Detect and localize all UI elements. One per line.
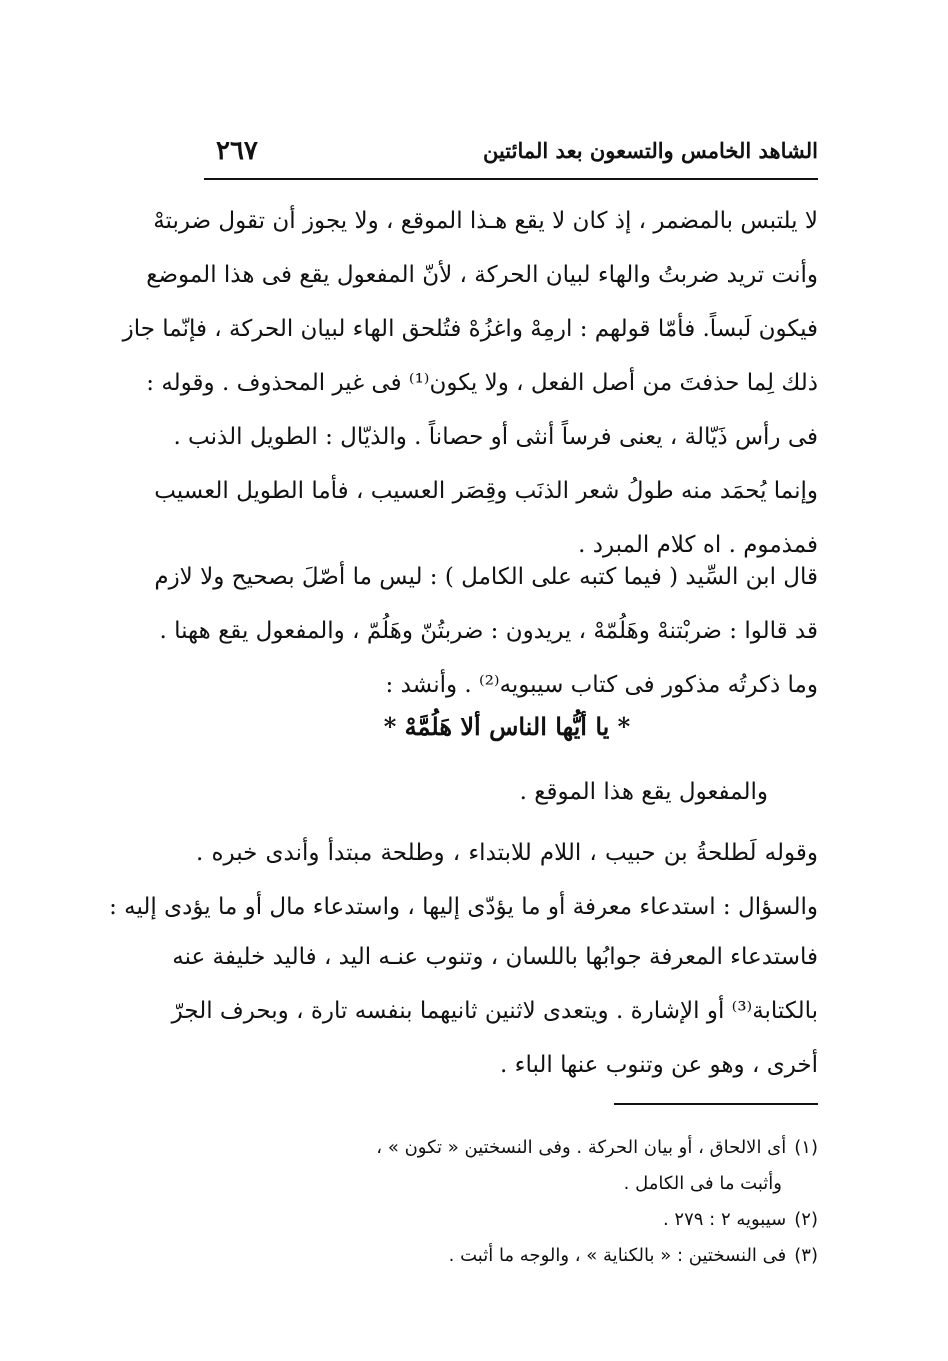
text-line: بالكتابة⁽³⁾ أو الإشارة . ويتعدى لاثنين ثانيهما بنفسه تارة ، وبحرف الجرّ xyxy=(171,998,818,1024)
footnote-text: سيبويه ٢ : ٢٧٩ . xyxy=(662,1209,787,1230)
text-line: قد قالوا : ضربْتنهْ وهَلُمّهْ ، يريدون : ضربتُنّ وهَلُمّ ، والمفعول يقع ههنا . xyxy=(159,618,818,644)
footnote-number: (٢) xyxy=(794,1209,818,1230)
verse-line: * يا أيُّها الناس ألا هَلُمَّهْ * xyxy=(383,712,631,741)
text-line: وإنما يُحمَد منه طولُ شعر الذنَب وقِصَر العسيب ، فأما الطويل العسيب xyxy=(154,478,818,504)
paragraph-3 xyxy=(109,826,818,934)
text-line: وقوله لَطلحةُ بن حبيب ، اللام للابتداء ، وطلحة مبتدأ وأندى خبره . xyxy=(196,840,818,866)
page-number: ٢٦٧ xyxy=(216,136,258,166)
text-line: ذلك لِما حذفتَ من أصل الفعل ، ولا يكون⁽¹⁾ فى غير المحذوف . وقوله : xyxy=(146,370,818,396)
header-rule xyxy=(204,178,818,180)
text-line: فيكون لَبساً. فأمّا قولهم : ارمِهْ واغزُهْ فتُلحق الهاء لبيان الحركة ، فإنّما جاز xyxy=(122,316,818,342)
paragraph-2 xyxy=(154,550,818,712)
footnote-rule xyxy=(614,1103,818,1105)
footnote-1-continuation: وأثبت ما فى الكامل . xyxy=(623,1173,782,1194)
footnotes xyxy=(196,1130,818,1274)
page-header xyxy=(206,138,818,178)
footnote-number: (٣) xyxy=(794,1245,818,1266)
text-line: والمفعول يقع هذا الموقع . xyxy=(519,779,768,805)
footnote-number: (١) xyxy=(794,1137,818,1158)
footnote-3 xyxy=(196,1238,818,1274)
footnote-text: أى الالحاق ، أو بيان الحركة . وفى النسختين « تكون » ، xyxy=(376,1137,787,1158)
footnote-1 xyxy=(196,1130,818,1166)
footnote-text: فى النسختين : « بالكناية » ، والوجه ما أثبت . xyxy=(448,1245,787,1266)
text-line: فى رأس ذَيّالة ، يعنى فرساً أنثى أو حصاناً . والذيّال : الطويل الذنب . xyxy=(173,424,818,450)
text-line: فاستدعاء المعرفة جوابُها باللسان ، وتنوب عنـه اليد ، فاليد خليفة عنه xyxy=(172,944,818,970)
text-line: قال ابن السِّيد ( فيما كتبه على الكامل ) : ليس ما أصّلَ بصحيح ولا لازم xyxy=(154,564,818,590)
text-line: والسؤال : استدعاء معرفة أو ما يؤدّى إليها ، واستدعاء مال أو ما يؤدى إليه : xyxy=(109,894,818,920)
after-verse xyxy=(196,765,818,819)
paragraph-1 xyxy=(122,194,818,572)
text-line: لا يلتبس بالمضمر ، إذ كان لا يقع هـذا الموقع ، ولا يجوز أن تقول ضربتهْ xyxy=(153,208,818,234)
text-line: أخرى ، وهو عن وتنوب عنها الباء . xyxy=(500,1052,818,1078)
text-line: وأنت تريد ضربتُ والهاء لبيان الحركة ، لأنّ المفعول يقع فى هذا الموضع xyxy=(146,262,818,288)
running-title: الشاهد الخامس والتسعون بعد المائتين xyxy=(482,138,818,163)
paragraph-4 xyxy=(171,930,818,1092)
text-line: فمذموم . اه كلام المبرد . xyxy=(578,532,818,558)
footnote-2 xyxy=(196,1202,818,1238)
text-line: وما ذكرتُه مذكور فى كتاب سيبويه⁽²⁾ . وأنشد : xyxy=(385,672,818,698)
